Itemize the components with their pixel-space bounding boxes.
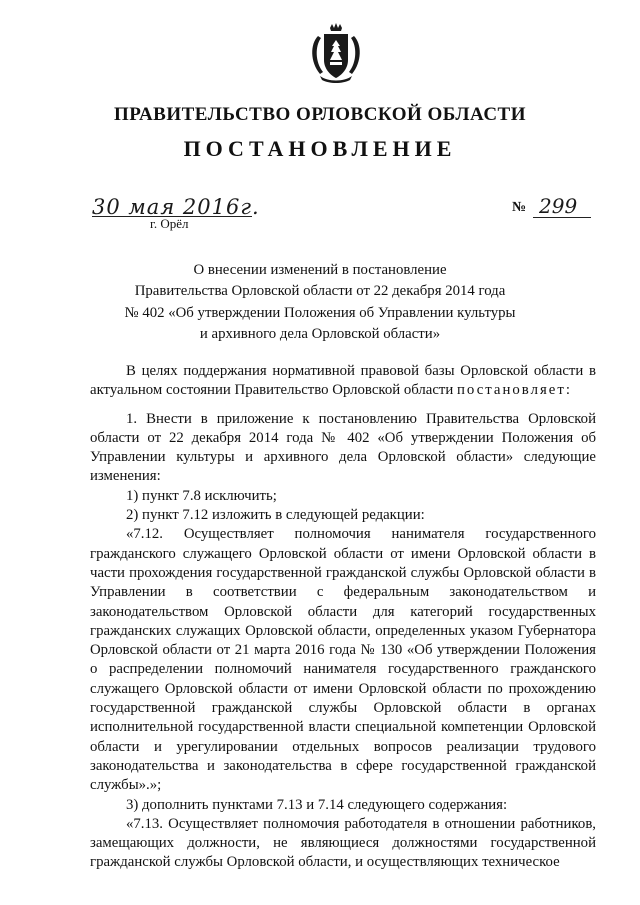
subitem-1: 1) пункт 7.8 исключить; bbox=[126, 487, 277, 504]
quote-7-12: «7.12. Осуществляет полномочия нанимателя государственного гражданского служащего Орловской области от имени Орловской области в части прохождения государственной гражданской службы Орловской области в Управлении в соответствии с федеральным законодательством и законодательством Орловской области для категорий государственных гражданских служащих Орловской области, определенных указом Губернатора Орловской области от 21 марта 2016 года № 130 «Об утверждении Положения о распределении полномочий нанимателя государственного гражданского служащего Орловской области от имени Орловской области по прохождению государственной гражданской службы Орловской области в органах исполнительной государственной власти специальной компетенции Орловской области и урегулировании отдельных вопросов реализации трудового законодательства и законодательства в сфере государственной гражданской службы».»; bbox=[90, 526, 596, 794]
handwritten-number: 299 bbox=[539, 194, 578, 218]
document-type-title: ПОСТАНОВЛЕНИЕ bbox=[183, 136, 457, 161]
subitem-2: 2) пункт 7.12 изложить в следующей редакции: bbox=[126, 507, 425, 524]
intro-paragraph bbox=[90, 362, 596, 401]
intro-text: В целях поддержания нормативной правовой базы Орловской области в актуальном состоянии Правительство Орловской области bbox=[90, 363, 596, 399]
subject-line: О внесении изменений в постановление bbox=[193, 262, 447, 278]
document-body bbox=[90, 362, 596, 873]
subject-line: № 402 «Об утверждении Положения об Управлении культуры bbox=[124, 304, 516, 321]
coat-of-arms-icon bbox=[300, 22, 372, 84]
quote-7-13: «7.13. Осуществляет полномочия работодателя в отношении работников, замещающих должности, не являющиеся должностями государственной гражданской службы Орловской области, и осуществляющих техническое bbox=[90, 815, 596, 871]
subject-line: Правительства Орловской области от 22 декабря 2014 года bbox=[134, 283, 506, 300]
item-1-paragraph: 1. Внести в приложение к постановлению Правительства Орловской области от 22 декабря 2014 года № 402 «Об утверждении Положения об Управлении культуры и архивного дела Орловской области» следующие изменения: bbox=[90, 410, 596, 485]
subitem-3: 3) дополнить пунктами 7.13 и 7.14 следующего содержания: bbox=[126, 796, 508, 813]
number-label: № bbox=[512, 200, 527, 215]
handwritten-date: 30 мая 2016г. bbox=[92, 195, 260, 219]
subject-line: и архивного дела Орловской области» bbox=[199, 326, 441, 343]
government-title: ПРАВИТЕЛЬСТВО ОРЛОВСКОЙ ОБЛАСТИ bbox=[113, 104, 526, 125]
document-subject bbox=[0, 260, 640, 346]
city-label: г. Орёл bbox=[150, 216, 189, 231]
resolves-word: постановляет: bbox=[457, 382, 572, 399]
number-underline bbox=[533, 217, 591, 218]
